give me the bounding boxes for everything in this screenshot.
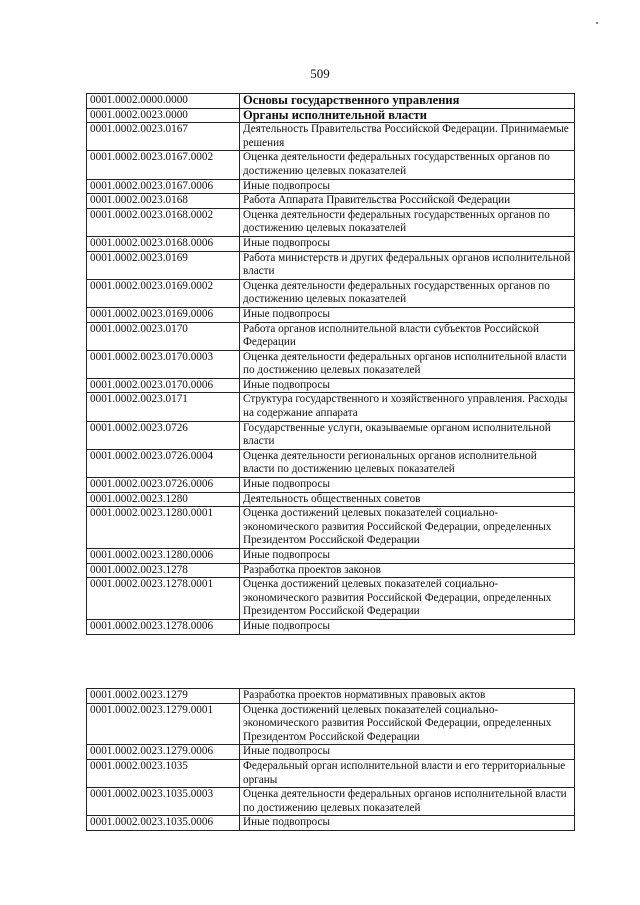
row-description: Основы государственного управления — [240, 94, 575, 109]
row-code: 0001.0002.0023.0169.0002 — [87, 279, 240, 307]
row-code: 0001.0002.0023.0726 — [87, 421, 240, 449]
table-row — [87, 507, 575, 549]
row-description: Иные подвопросы — [240, 619, 575, 634]
table-row — [87, 816, 575, 831]
table-row — [87, 549, 575, 564]
table-row — [87, 745, 575, 760]
row-description: Иные подвопросы — [240, 236, 575, 251]
row-code: 0001.0002.0023.1035.0006 — [87, 816, 240, 831]
row-description: Иные подвопросы — [240, 745, 575, 760]
row-code: 0001.0002.0023.1278.0001 — [87, 578, 240, 620]
table-row — [87, 759, 575, 787]
table-row — [87, 151, 575, 179]
row-description: Оценка достижений целевых показателей социально-экономического развития Российской Федерации, определенных Президентом Российской Федерации — [240, 578, 575, 620]
row-code: 0001.0002.0023.0167 — [87, 123, 240, 151]
page-number: 509 — [310, 66, 330, 81]
row-description: Оценка достижений целевых показателей социально-экономического развития Российской Федерации, определенных Президентом Российской Федерации — [240, 703, 575, 745]
row-description: Иные подвопросы — [240, 478, 575, 493]
table-row — [87, 350, 575, 378]
row-description: Оценка деятельности федеральных государственных органов по достижению целевых показателей — [240, 151, 575, 179]
row-code: 0001.0002.0023.1280.0006 — [87, 549, 240, 564]
table-row — [87, 208, 575, 236]
row-description: Деятельность общественных советов — [240, 492, 575, 507]
table-row — [87, 563, 575, 578]
row-code: 0001.0002.0023.0168 — [87, 194, 240, 209]
table-row — [87, 94, 575, 109]
table-row — [87, 619, 575, 634]
row-description: Иные подвопросы — [240, 549, 575, 564]
row-description: Оценка деятельности региональных органов исполнительной власти по достижению целевых показателей — [240, 449, 575, 477]
table-row — [87, 689, 575, 704]
row-description: Оценка деятельности федеральных государственных органов по достижению целевых показателей — [240, 279, 575, 307]
table-row — [87, 788, 575, 816]
scan-speck — [596, 22, 598, 24]
row-code: 0001.0002.0023.0726.0006 — [87, 478, 240, 493]
row-code: 0001.0002.0023.1278.0006 — [87, 619, 240, 634]
row-description: Иные подвопросы — [240, 816, 575, 831]
row-code: 0001.0002.0023.0168.0006 — [87, 236, 240, 251]
table-row — [87, 179, 575, 194]
row-description: Государственные услуги, оказываемые органом исполнительной власти — [240, 421, 575, 449]
row-code: 0001.0002.0023.0171 — [87, 393, 240, 421]
row-description: Деятельность Правительства Российской Федерации. Принимаемые решения — [240, 123, 575, 151]
row-code: 0001.0002.0023.1280 — [87, 492, 240, 507]
row-description: Органы исполнительной власти — [240, 108, 575, 123]
row-description: Работа министерств и других федеральных органов исполнительной власти — [240, 251, 575, 279]
row-code: 0001.0002.0000.0000 — [87, 94, 240, 109]
row-code: 0001.0002.0023.1279 — [87, 689, 240, 704]
table-row — [87, 307, 575, 322]
row-description: Иные подвопросы — [240, 179, 575, 194]
row-code: 0001.0002.0023.1035.0003 — [87, 788, 240, 816]
table-row — [87, 279, 575, 307]
table-row — [87, 322, 575, 350]
row-code: 0001.0002.0023.0167.0002 — [87, 151, 240, 179]
row-description: Иные подвопросы — [240, 307, 575, 322]
row-code: 0001.0002.0023.0170.0006 — [87, 378, 240, 393]
row-description: Федеральный орган исполнительной власти и его территориальные органы — [240, 759, 575, 787]
row-description: Работа Аппарата Правительства Российской Федерации — [240, 194, 575, 209]
classifier-table-2 — [86, 688, 575, 831]
table-row — [87, 378, 575, 393]
classifier-table-1 — [86, 93, 575, 635]
table-row — [87, 194, 575, 209]
row-description: Оценка деятельности федеральных органов исполнительной власти по достижению целевых показателей — [240, 788, 575, 816]
row-code: 0001.0002.0023.0167.0006 — [87, 179, 240, 194]
table-row — [87, 393, 575, 421]
table-row — [87, 251, 575, 279]
row-code: 0001.0002.0023.1035 — [87, 759, 240, 787]
table-row — [87, 449, 575, 477]
table-row — [87, 578, 575, 620]
row-code: 0001.0002.0023.1279.0001 — [87, 703, 240, 745]
row-code: 0001.0002.0023.1280.0001 — [87, 507, 240, 549]
table-row — [87, 478, 575, 493]
row-description: Структура государственного и хозяйственного управления. Расходы на содержание аппарата — [240, 393, 575, 421]
table-row — [87, 703, 575, 745]
row-code: 0001.0002.0023.0000 — [87, 108, 240, 123]
table-row — [87, 421, 575, 449]
row-description: Оценка деятельности федеральных государственных органов по достижению целевых показателей — [240, 208, 575, 236]
row-description: Иные подвопросы — [240, 378, 575, 393]
row-description: Работа органов исполнительной власти субъектов Российской Федерации — [240, 322, 575, 350]
row-description: Оценка достижений целевых показателей социально-экономического развития Российской Федерации, определенных Президентом Российской Федерации — [240, 507, 575, 549]
row-description: Оценка деятельности федеральных органов исполнительной власти по достижению целевых показателей — [240, 350, 575, 378]
row-code: 0001.0002.0023.0726.0004 — [87, 449, 240, 477]
row-code: 0001.0002.0023.0170.0003 — [87, 350, 240, 378]
row-code: 0001.0002.0023.0170 — [87, 322, 240, 350]
row-code: 0001.0002.0023.0169.0006 — [87, 307, 240, 322]
row-code: 0001.0002.0023.0169 — [87, 251, 240, 279]
table-row — [87, 123, 575, 151]
row-description: Разработка проектов нормативных правовых актов — [240, 689, 575, 704]
table-row — [87, 108, 575, 123]
table-row — [87, 236, 575, 251]
row-description: Разработка проектов законов — [240, 563, 575, 578]
row-code: 0001.0002.0023.1279.0006 — [87, 745, 240, 760]
row-code: 0001.0002.0023.1278 — [87, 563, 240, 578]
table-row — [87, 492, 575, 507]
row-code: 0001.0002.0023.0168.0002 — [87, 208, 240, 236]
